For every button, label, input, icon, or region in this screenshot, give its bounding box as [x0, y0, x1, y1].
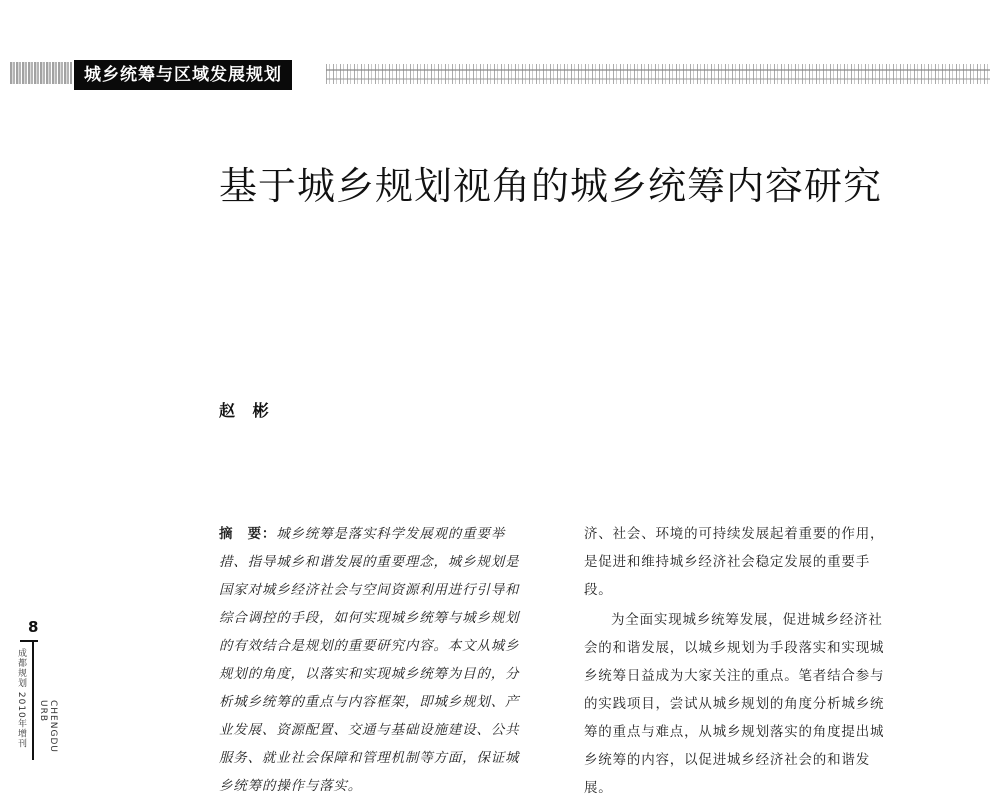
- margin-rule: [32, 640, 34, 760]
- abstract-paragraph: [219, 520, 529, 800]
- body-paragraph-1: 济、社会、环境的可持续发展起着重要的作用，是促进和维持城乡经济社会稳定发展的重要手段。: [584, 526, 885, 598]
- margin-tick: [20, 640, 38, 642]
- abstract-column: [219, 520, 529, 800]
- page-number: 8: [28, 618, 39, 636]
- article-title: 基于城乡规划视角的城乡统筹内容研究: [219, 164, 883, 208]
- journal-name-cn: 成都规划 2010年增刊: [16, 648, 26, 749]
- author-name: 赵 彬: [219, 401, 275, 420]
- body-paragraph-2: 为全面实现城乡统筹发展，促进城乡经济社会的和谐发展，以城乡规划为手段落实和实现城乡统筹日益成为大家关注的重点。笔者结合参与的实践项目，尝试从城乡规划的角度分析城乡统筹的重点与难点，从城乡规划落实的角度提出城乡统筹的内容，以促进城乡经济社会的和谐发展。: [584, 612, 885, 796]
- abstract-text: 城乡统筹是落实科学发展观的重要举措、指导城乡和谐发展的重要理念，城乡规划是国家对城乡经济社会与空间资源利用进行引导和综合调控的手段，如何实现城乡统筹与城乡规划的有效结合是规划的重要研究内容。本文从城乡规划的角度，以落实和实现城乡统筹为目的，分析城乡统筹的重点与内容框架，即城乡规划、产业发展、资源配置、交通与基础设施建设、公共服务、就业社会保障和管理机制等方面，保证城乡统筹的操作与落实。: [219, 526, 520, 794]
- header-decoration-rule: [326, 64, 990, 84]
- header-decoration-left: [10, 62, 72, 84]
- journal-name-en: CHENGDU URB: [38, 700, 58, 753]
- section-tag: 城乡统筹与区域发展规划: [74, 60, 292, 90]
- abstract-label: 摘 要：: [219, 526, 277, 542]
